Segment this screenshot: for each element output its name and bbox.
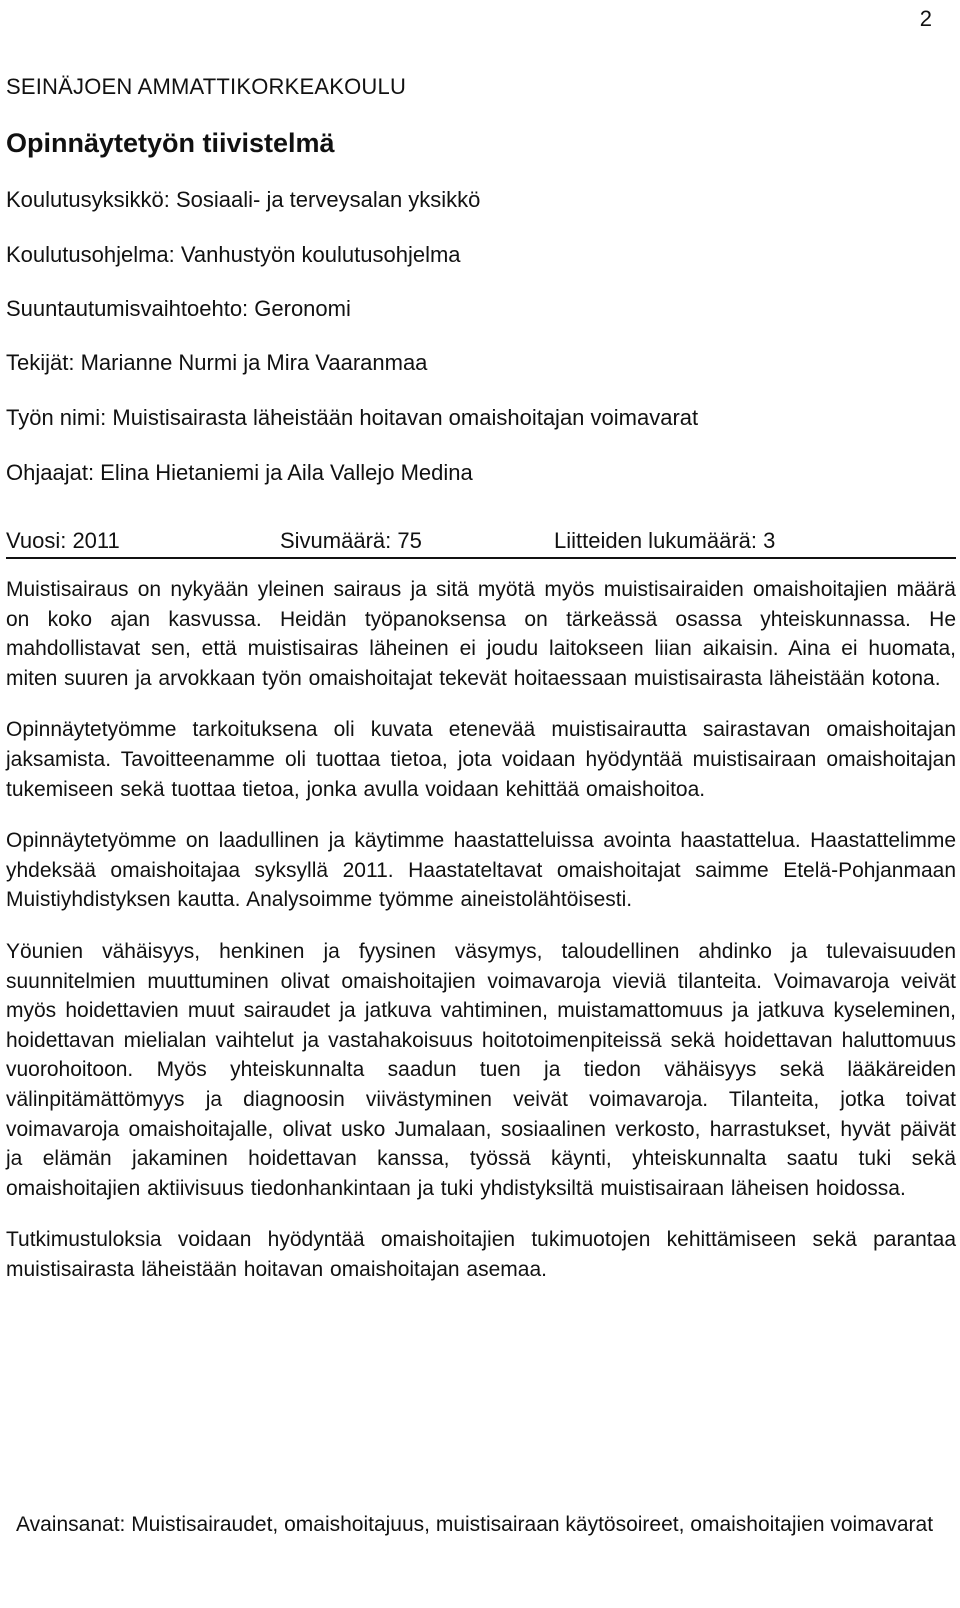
meta-koulutusyksikko: Koulutusyksikkö: Sosiaali- ja terveysalan yksikkö <box>6 187 481 212</box>
divider <box>6 557 956 559</box>
abstract-paragraph: Opinnäytetyömme on laadullinen ja käytimme haastatteluissa avointa haastattelua. Haastattelimme yhdeksää omaishoitajaa syksyllä 2011. Haastateltavat omaishoitajat saimme Etelä-Pohjanmaan Muistiyhdistyksen kautta. Analysoimme työmme aineistolähtöisesti. <box>6 829 956 912</box>
keywords: Avainsanat: Muistisairaudet, omaishoitajuus, muistisairaan käytösoireet, omaishoitajien voimavarat <box>16 1513 934 1536</box>
abstract-paragraph: Muistisairaus on nykyään yleinen sairaus ja sitä myötä myös muistisairaiden omaishoitajien määrä on koko ajan kasvussa. Heidän työpanoksensa on tärkeässä osassa yhteiskunnassa. He mahdollistavat sen, että muistisairas läheinen ei joudu laitokseen liian aikaisin. Aina ei huomata, miten suuren ja arvokkaan työn omaishoitajat tekevät hoitaessaan muistisairasta läheistään kotona. <box>6 578 956 690</box>
meta-liitteet: Liitteiden lukumäärä: 3 <box>554 528 776 553</box>
abstract-paragraph: Opinnäytetyömme tarkoituksena oli kuvata etenevää muistisairautta sairastavan omaishoitajan jaksamista. Tavoitteenamme oli tuottaa tietoa, jota voidaan hyödyntää muistisairaan omaishoitajan tukemiseen sekä tuottaa tietoa, jonka avulla voidaan kehittää omaishoitoa. <box>6 718 956 801</box>
meta-ohjaajat: Ohjaajat: Elina Hietaniemi ja Aila Vallejo Medina <box>6 460 473 485</box>
page-title: Opinnäytetyön tiivistelmä <box>6 128 335 158</box>
meta-tekijat: Tekijät: Marianne Nurmi ja Mira Vaaranmaa <box>6 350 428 375</box>
page-number: 2 <box>919 6 932 31</box>
meta-suuntautumisvaihtoehto: Suuntautumisvaihtoehto: Geronomi <box>6 296 351 321</box>
meta-tyon-nimi: Työn nimi: Muistisairasta läheistään hoitavan omaishoitajan voimavarat <box>6 405 699 430</box>
meta-koulutusohjelma: Koulutusohjelma: Vanhustyön koulutusohjelma <box>6 242 461 267</box>
meta-vuosi: Vuosi: 2011 <box>6 528 120 553</box>
abstract-body <box>6 575 956 1306</box>
school-name: SEINÄJOEN AMMATTIKORKEAKOULU <box>6 74 407 99</box>
abstract-paragraph: Tutkimustuloksia voidaan hyödyntää omaishoitajien tukimuotojen kehittämiseen sekä parantaa muistisairasta läheistään hoitavan omaishoitajan asemaa. <box>6 1228 956 1281</box>
meta-sivumaara: Sivumäärä: 75 <box>280 528 422 553</box>
abstract-paragraph: Yöunien vähäisyys, henkinen ja fyysinen väsymys, taloudellinen ahdinko ja tulevaisuuden suunnitelmien muuttuminen olivat omaishoitajien voimavaroja vieviä tilanteita. Voimavaroja veivät myös hoidettavien muut sairaudet ja jatkuva vahtiminen, muistamattomuus ja jatkuva kyseleminen, hoidettavan mielialan vaihtelut ja vastahakoisuus hoitotoimenpiteissä sekä hoidettavan haluttomuus vuorohoitoon. Myös yhteiskunnalta saadun tuen ja tiedon vähäisyys sekä lääkäreiden välinpitämättömyys ja diagnoosin viivästyminen veivät voimavaroja. Tilanteita, jotka toivat voimavaroja omaishoitajalle, olivat usko Jumalaan, sosiaalinen verkosto, harrastukset, hyvät päivät ja elämän jakaminen hoidettavan kanssa, työssä käynti, yhteiskunnalta saatu tuki sekä omaishoitajien aktiivisuus tiedonhankintaan ja tuki yhdistyksiltä muistisairaan läheisen hoidossa. <box>6 939 956 1200</box>
